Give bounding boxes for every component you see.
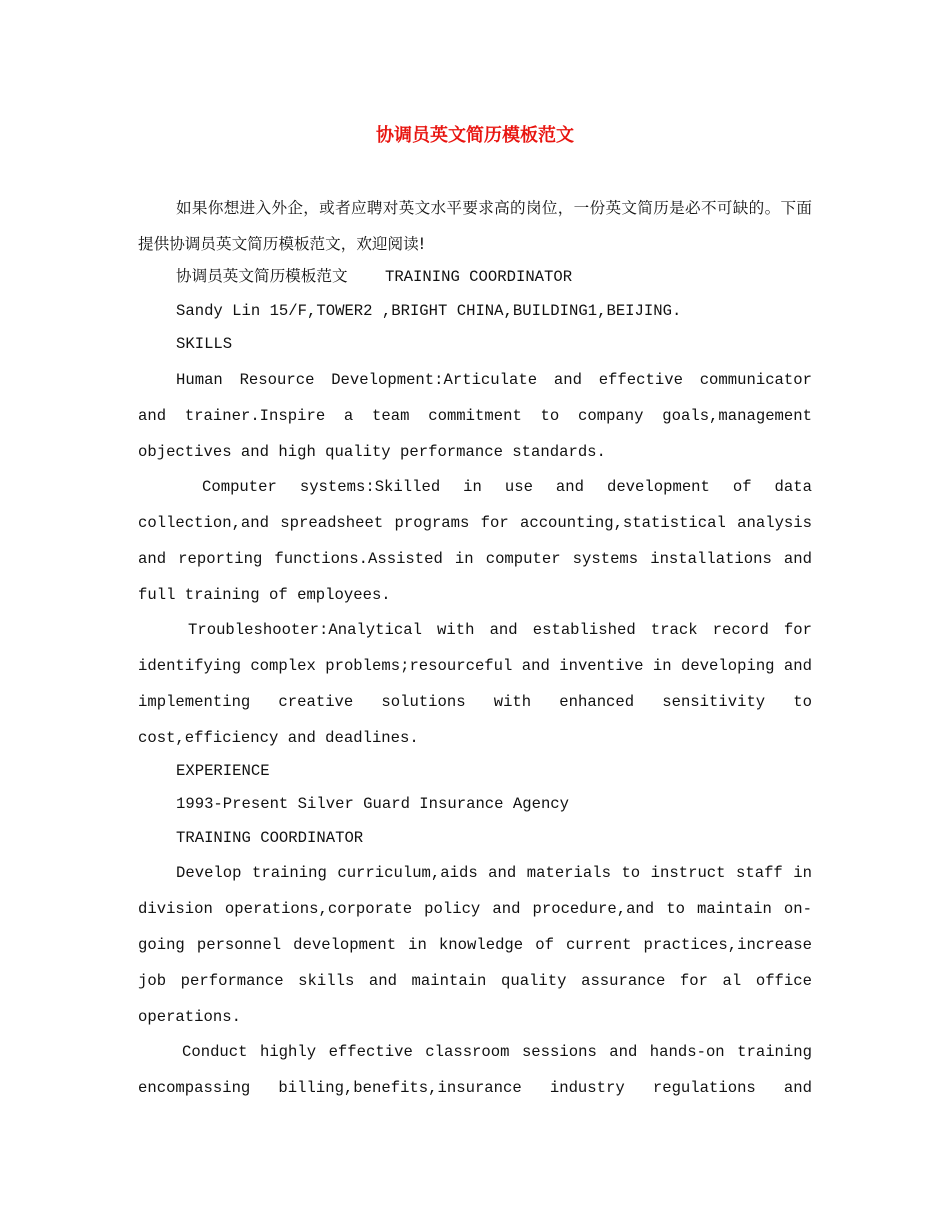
experience-employer: 1993-Present Silver Guard Insurance Agency	[176, 795, 570, 813]
resume-heading-line: 协调员英文简历模板范文 TRAINING COORDINATOR	[176, 268, 573, 286]
contact-line: Sandy Lin 15/F,TOWER2 ,BRIGHT CHINA,BUILDING1,BEIJING.	[176, 301, 682, 320]
document-title: 协调员英文简历模板范文	[376, 125, 574, 146]
experience-heading: EXPERIENCE	[176, 761, 270, 780]
document-body	[138, 190, 812, 1106]
intro-paragraph: 如果你想进入外企，或者应聘对英文水平要求高的岗位，一份英文简历是必不可缺的。下面提供协调员英文简历模板范文，欢迎阅读!	[138, 199, 812, 253]
skill-paragraph-hr: Human Resource Development:Articulate and effective communicator and trainer.Inspire a team commitment to company goals,management objectives and high quality performance standards.	[138, 370, 812, 461]
skills-heading: SKILLS	[176, 335, 233, 353]
skill-paragraph-troubleshooter: Troubleshooter:Analytical with and established track record for identifying complex problems;resourceful and inventive in developing and implementing creative solutions with enhanced sensitivity to cost,efficiency and deadlines.	[138, 620, 812, 747]
skill-paragraph-computer: Computer systems:Skilled in use and development of data collection,and spreadsheet programs for accounting,statistical analysis and reporting functions.Assisted in computer systems installations and full training of employees.	[138, 477, 812, 604]
experience-duty-2: Conduct highly effective classroom sessions and hands-on training encompassing billing,benefits,insurance industry regulations and	[138, 1043, 812, 1097]
experience-position: TRAINING COORDINATOR	[176, 828, 364, 847]
experience-duty-1: Develop training curriculum,aids and materials to instruct staff in division operations,corporate policy and procedure,and to maintain on-going personnel development in knowledge of current practices,increase job performance skills and maintain quality assurance for al office operations.	[138, 864, 812, 1026]
